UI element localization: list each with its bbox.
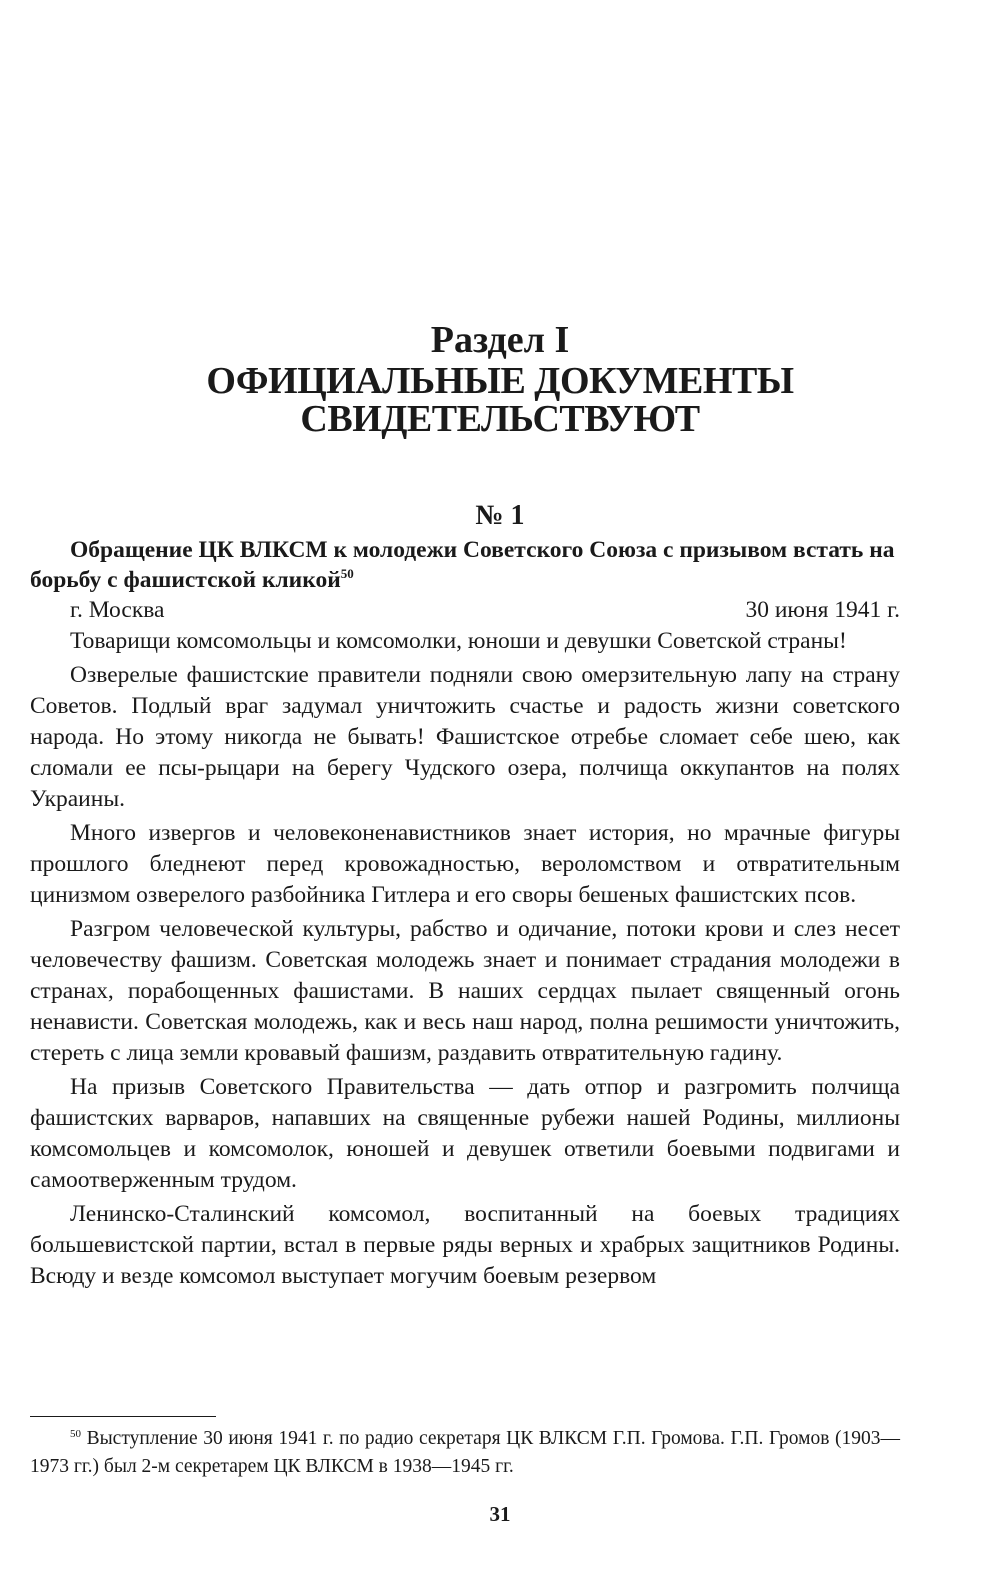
footnote bbox=[30, 1425, 900, 1481]
page-number: 31 bbox=[489, 1502, 511, 1526]
body-paragraph: Ленинско-Сталинский комсомол, воспитанный на боевых традициях большевистской партии, встал в первые ряды верных и храбрых защитников Родины. Всюду и везде комсомол выступает могучим боевым резервом bbox=[30, 1201, 900, 1289]
document-body bbox=[30, 626, 900, 1295]
body-paragraph: Товарищи комсомольцы и комсомолки, юноши и девушки Советской страны! bbox=[70, 628, 847, 654]
footnote-reference: 50 bbox=[340, 566, 354, 581]
footnote-text: Выступление 30 июня 1941 г. по радио секретаря ЦК ВЛКСМ Г.П. Громова. Г.П. Громов (1903—1973 гг.) был 2-м секретарем ЦК ВЛКСМ в 1938—1945 гг. bbox=[30, 1428, 900, 1477]
document-date: 30 июня 1941 г. bbox=[745, 597, 900, 623]
body-paragraph: Озверелые фашистские правители подняли свою омерзительную лапу на страну Советов. Подлый враг задумал уничтожить счастье и радость жизни советского народа. Но этому никогда не бывать! Фашистское отребье сломает себе шею, как сломали ее псы-рыцари на берегу Чудского озера, полчища оккупантов на полях Украины. bbox=[30, 662, 900, 812]
section-label: Раздел I bbox=[430, 319, 570, 361]
place-date-line bbox=[70, 594, 900, 626]
section-title-line-2: СВИДЕТЕЛЬСТВУЮТ bbox=[300, 398, 700, 440]
document-heading bbox=[30, 535, 910, 595]
section-title-line-1: ОФИЦИАЛЬНЫЕ ДОКУМЕНТЫ bbox=[206, 360, 794, 402]
footnote-mark: 50 bbox=[70, 1428, 81, 1440]
footnote-divider bbox=[30, 1416, 216, 1417]
document-place: г. Москва bbox=[70, 597, 165, 623]
document-heading-text: Обращение ЦК ВЛКСМ к молодежи Советского Союза с призывом встать на борьбу с фашистской кликой bbox=[30, 537, 895, 593]
document-number: № 1 bbox=[475, 500, 525, 531]
body-paragraph: На призыв Советского Правительства — дать отпор и разгромить полчища фашистских варваров, напавших на священные рубежи нашей Родины, миллионы комсомольцев и комсомолок, юношей и девушек ответили боевыми подвигами и самоотверженным трудом. bbox=[30, 1074, 900, 1193]
body-paragraph: Разгром человеческой культуры, рабство и одичание, потоки крови и слез несет человечеству фашизм. Советская молодежь знает и понимает страдания молодежи в странах, порабощенных фашистами. В наших сердцах пылает священный огонь ненависти. Советская молодежь, как и весь наш народ, полна решимости уничтожить, стереть с лица земли кровавый фашизм, раздавить отвратительную гадину. bbox=[30, 916, 900, 1066]
section-header bbox=[0, 318, 1000, 438]
body-paragraph: Много извергов и человеконенавистников знает история, но мрачные фигуры прошлого бледнеют перед кровожадностью, вероломством и отвратительным цинизмом озверелого разбойника Гитлера и его своры бешеных фашистских псов. bbox=[30, 820, 900, 908]
